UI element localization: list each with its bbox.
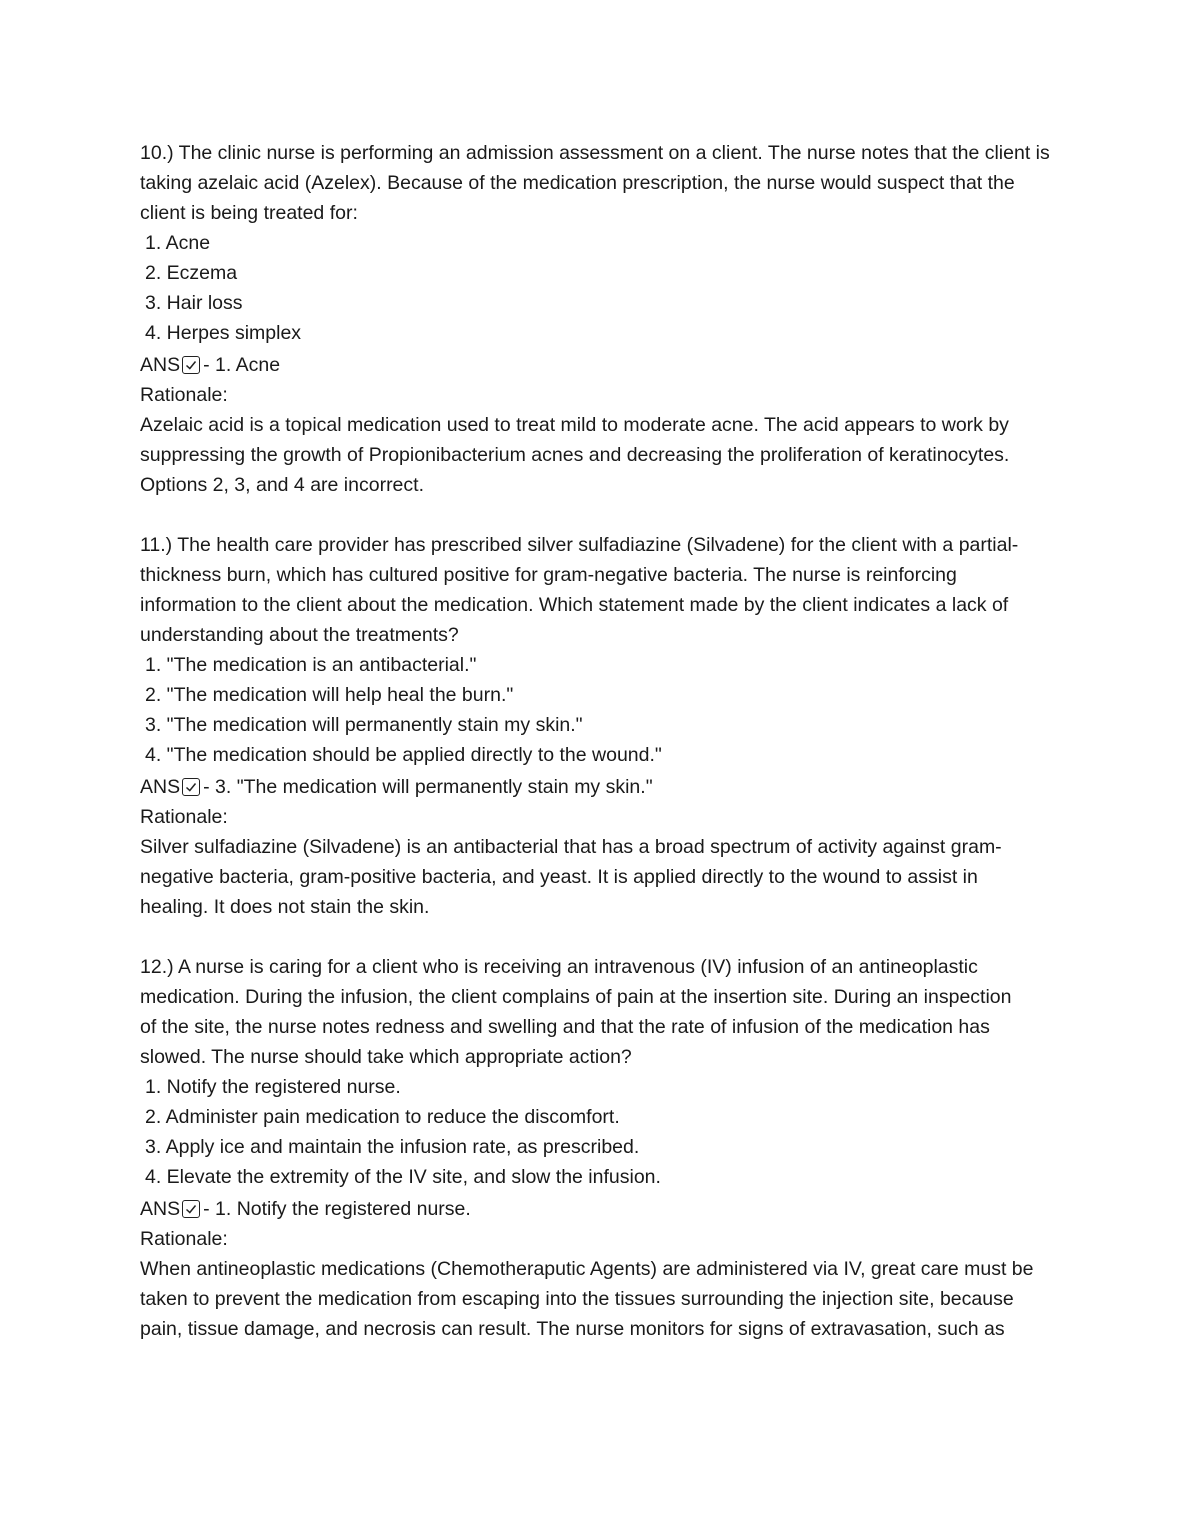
rationale-line: Azelaic acid is a topical medication used to treat mild to moderate acne. The acid appears to work by bbox=[140, 414, 1009, 436]
answer-text: - 1. Acne bbox=[203, 354, 281, 376]
answer-option: 3. Hair loss bbox=[145, 292, 243, 314]
question-stem-line: 10.) The clinic nurse is performing an admission assessment on a client. The nurse notes that the client is bbox=[140, 142, 1050, 164]
answer-option: 3. Apply ice and maintain the infusion rate, as prescribed. bbox=[145, 1136, 640, 1158]
rationale-line: negative bacteria, gram-positive bacteria, and yeast. It is applied directly to the wound to assist in bbox=[140, 866, 978, 888]
answer-text: - 1. Notify the registered nurse. bbox=[203, 1198, 471, 1220]
answer-option: 4. Elevate the extremity of the IV site, and slow the infusion. bbox=[145, 1166, 661, 1188]
ans-prefix: ANS bbox=[140, 1198, 181, 1220]
answer-option: 2. Eczema bbox=[145, 262, 238, 284]
question-stem-line: client is being treated for: bbox=[140, 202, 358, 224]
answer-option: 1. "The medication is an antibacterial." bbox=[145, 654, 477, 676]
answer-option: 1. Notify the registered nurse. bbox=[145, 1076, 401, 1098]
answer-option: 2. Administer pain medication to reduce the discomfort. bbox=[145, 1106, 620, 1128]
document-page bbox=[140, 138, 1060, 1374]
question-stem-line: of the site, the nurse notes redness and swelling and that the rate of infusion of the medication has bbox=[140, 1016, 990, 1038]
rationale-line: Options 2, 3, and 4 are incorrect. bbox=[140, 474, 424, 496]
answer-text: - 3. "The medication will permanently stain my skin." bbox=[203, 776, 653, 798]
rationale-label: Rationale: bbox=[140, 1228, 228, 1250]
question-stem-line: slowed. The nurse should take which appropriate action? bbox=[140, 1046, 632, 1068]
question-stem-line: medication. During the infusion, the client complains of pain at the insertion site. During an inspection bbox=[140, 986, 1012, 1008]
answer-line bbox=[140, 772, 1060, 802]
answer-option: 1. Acne bbox=[145, 232, 211, 254]
question-stem-line: 11.) The health care provider has prescribed silver sulfadiazine (Silvadene) for the client with a partial- bbox=[140, 534, 1019, 556]
question-stem-line: information to the client about the medication. Which statement made by the client indicates a lack of bbox=[140, 594, 1009, 616]
question-block bbox=[140, 138, 1060, 500]
checkbox-check-icon bbox=[182, 1200, 200, 1218]
rationale-line: Silver sulfadiazine (Silvadene) is an antibacterial that has a broad spectrum of activity against gram- bbox=[140, 836, 1002, 858]
ans-prefix: ANS bbox=[140, 776, 181, 798]
rationale-line: suppressing the growth of Propionibacterium acnes and decreasing the proliferation of keratinocytes. bbox=[140, 444, 1010, 466]
question-stem-line: understanding about the treatments? bbox=[140, 624, 459, 646]
rationale-label: Rationale: bbox=[140, 806, 228, 828]
question-block bbox=[140, 952, 1060, 1344]
rationale-line: taken to prevent the medication from escaping into the tissues surrounding the injection site, because bbox=[140, 1288, 1014, 1310]
checkbox-check-icon bbox=[182, 356, 200, 374]
rationale-line: healing. It does not stain the skin. bbox=[140, 896, 430, 918]
answer-option: 4. Herpes simplex bbox=[145, 322, 302, 344]
rationale-line: When antineoplastic medications (Chemotheraputic Agents) are administered via IV, great care must be bbox=[140, 1258, 1034, 1280]
answer-option: 2. "The medication will help heal the burn." bbox=[145, 684, 514, 706]
answer-line bbox=[140, 1194, 1060, 1224]
answer-option: 4. "The medication should be applied directly to the wound." bbox=[145, 744, 662, 766]
answer-option: 3. "The medication will permanently stain my skin." bbox=[145, 714, 583, 736]
rationale-label: Rationale: bbox=[140, 384, 228, 406]
question-block bbox=[140, 530, 1060, 922]
question-stem-line: taking azelaic acid (Azelex). Because of the medication prescription, the nurse would suspect that the bbox=[140, 172, 1015, 194]
rationale-line: pain, tissue damage, and necrosis can result. The nurse monitors for signs of extravasation, such as bbox=[140, 1318, 1005, 1340]
question-stem-line: 12.) A nurse is caring for a client who is receiving an intravenous (IV) infusion of an antineoplastic bbox=[140, 956, 978, 978]
question-stem-line: thickness burn, which has cultured positive for gram-negative bacteria. The nurse is reinforcing bbox=[140, 564, 957, 586]
checkbox-check-icon bbox=[182, 778, 200, 796]
answer-line bbox=[140, 350, 1060, 380]
ans-prefix: ANS bbox=[140, 354, 181, 376]
